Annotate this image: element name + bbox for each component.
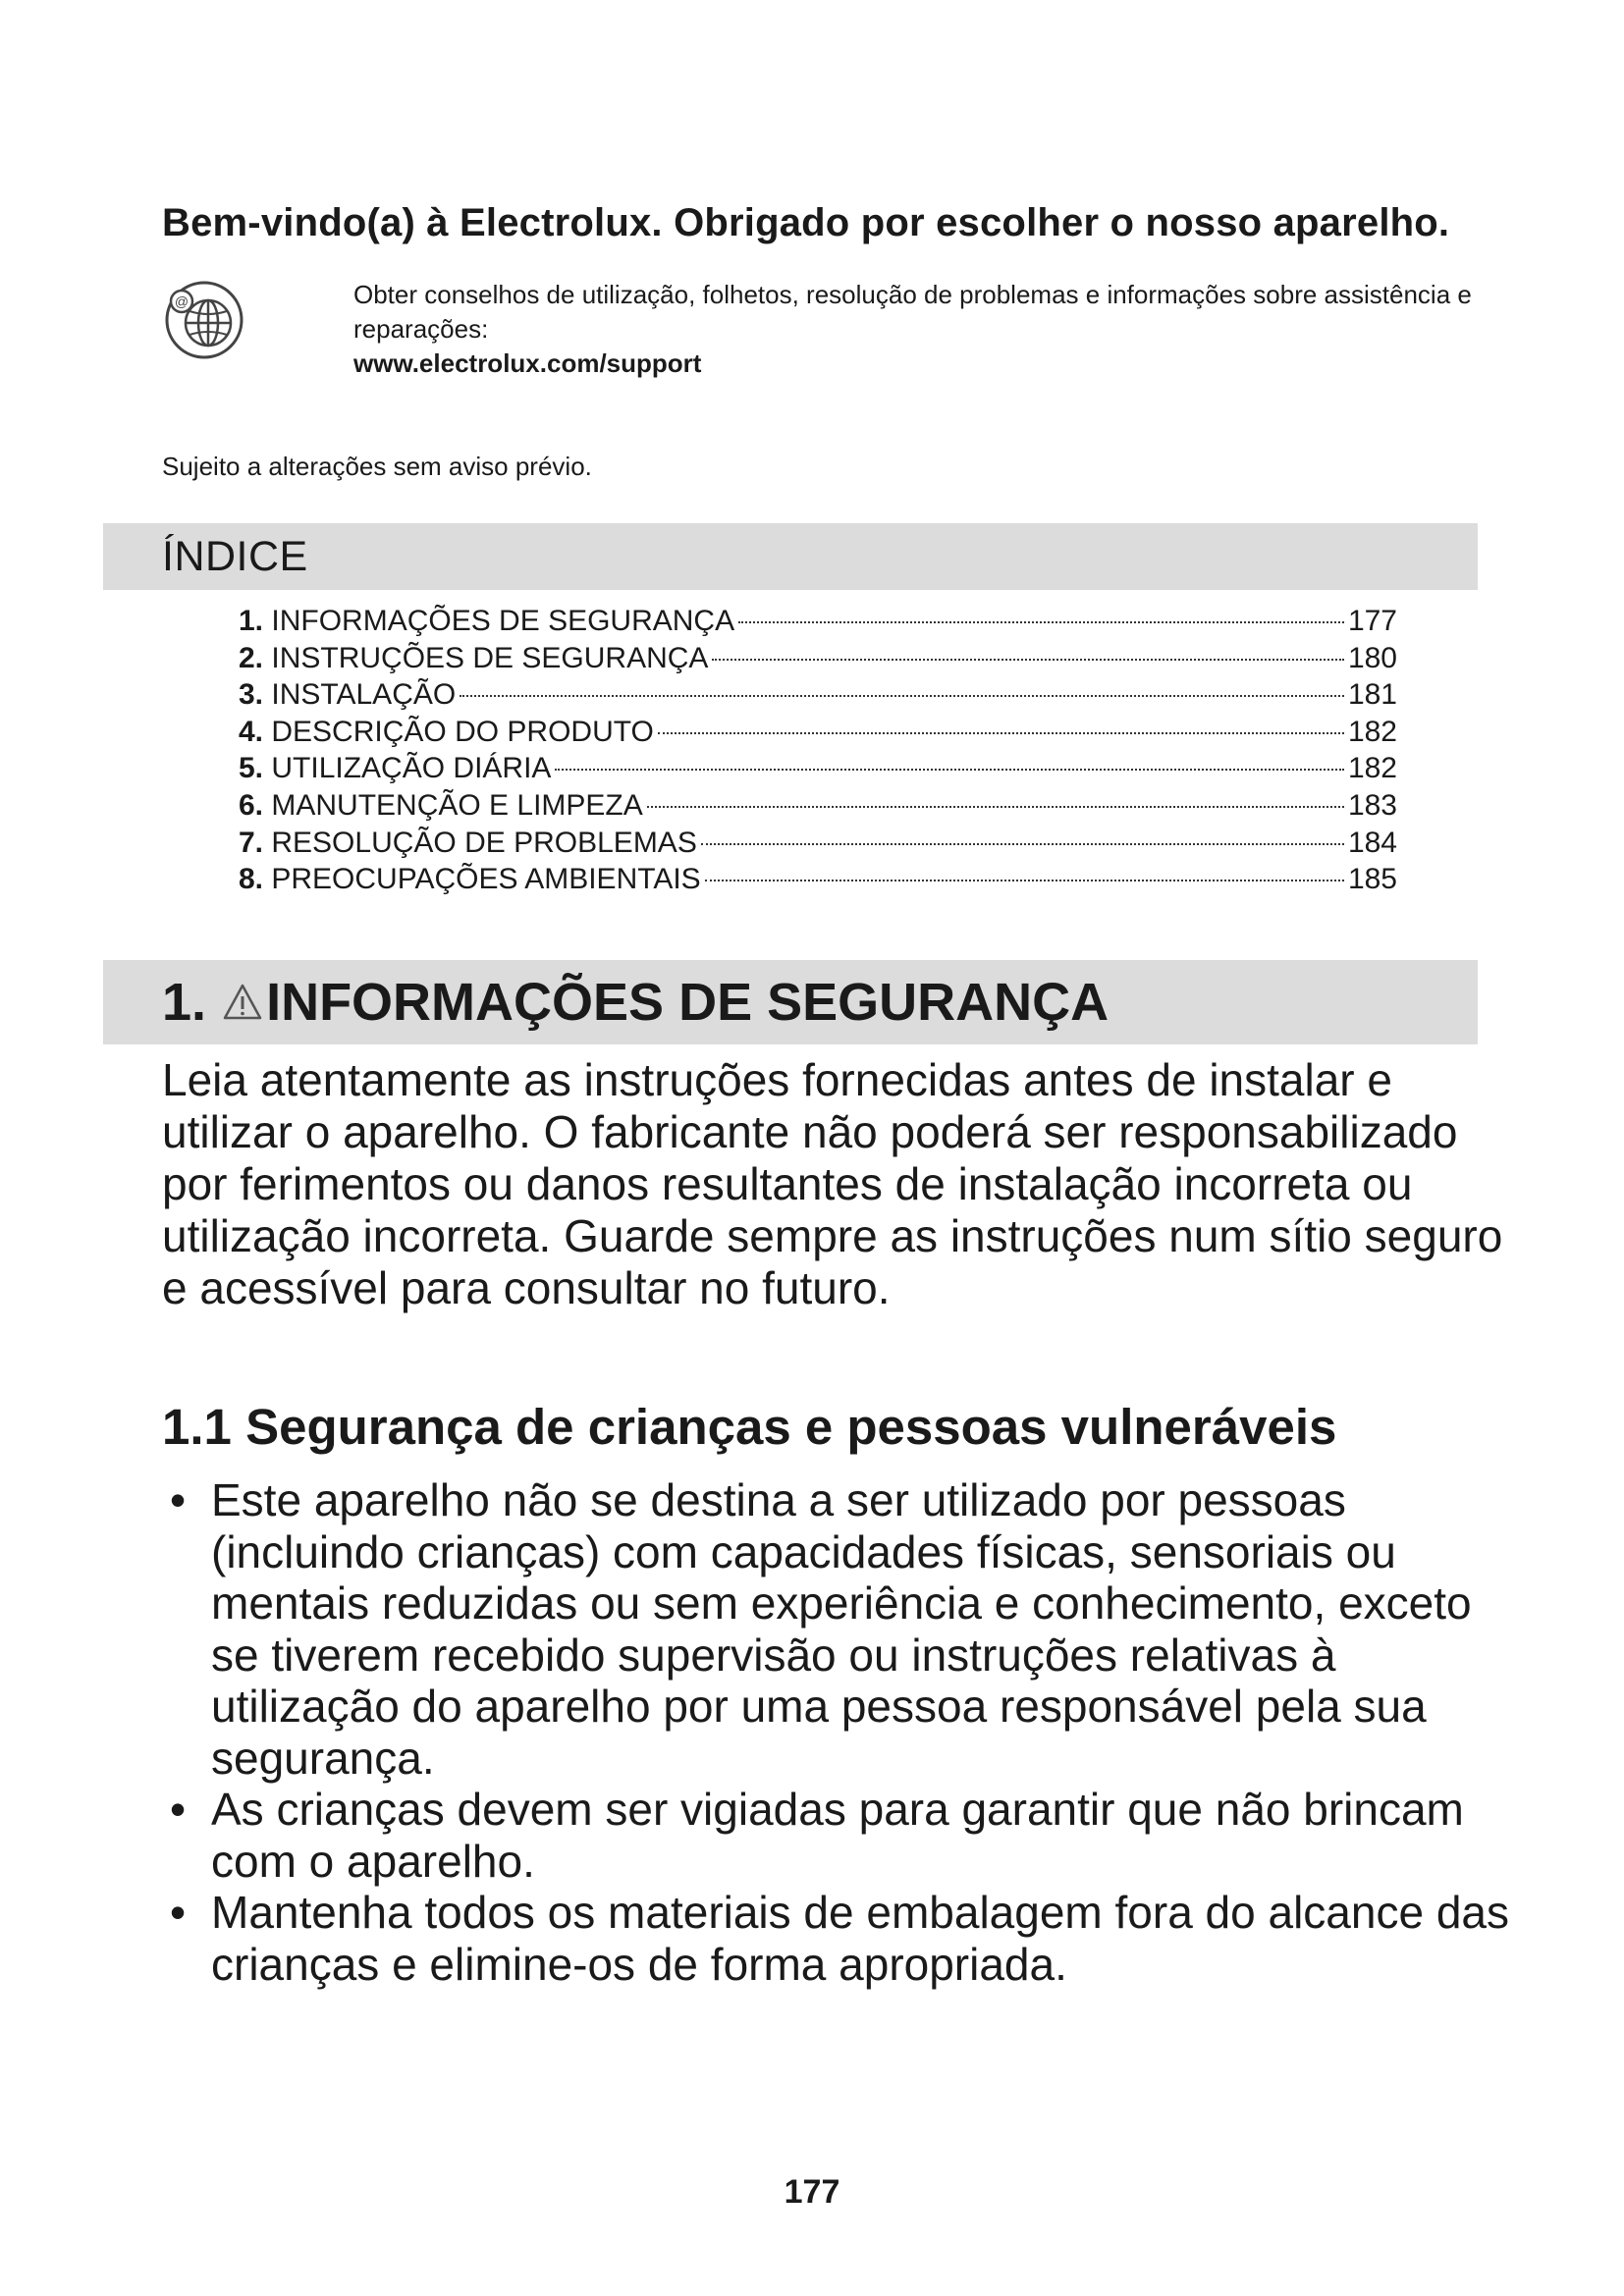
toc-item[interactable] (239, 678, 1397, 716)
toc-leader (705, 880, 1344, 881)
toc-page: 185 (1347, 863, 1397, 896)
toc-label: INSTALAÇÃO (271, 678, 457, 712)
warning-triangle-icon (221, 981, 264, 1024)
toc-number: 2. (239, 641, 264, 674)
section-heading: INFORMAÇÕES DE SEGURANÇA (266, 973, 1110, 1032)
toc-label: RESOLUÇÃO DE PROBLEMAS (271, 826, 697, 859)
list-item: • As crianças devem ser vigiadas para garantir que não brincam com o aparelho. (162, 1784, 1517, 1887)
toc-number: 5. (239, 752, 264, 785)
toc-item[interactable] (239, 863, 1397, 900)
svg-text:@: @ (174, 294, 189, 309)
support-info (353, 278, 1473, 381)
toc-leader (658, 732, 1344, 734)
page-number: 177 (784, 2173, 840, 2211)
toc-label: PREOCUPAÇÕES AMBIENTAIS (271, 863, 701, 896)
toc-number: 1. (239, 605, 264, 637)
toc-number: 3. (239, 678, 264, 712)
toc-number: 7. (239, 826, 264, 859)
safety-bullet-list (162, 1474, 1517, 1990)
subsection-heading: 1.1 Segurança de crianças e pessoas vulneráveis (162, 1399, 1337, 1455)
toc-item[interactable] (239, 642, 1397, 679)
toc-leader (647, 806, 1344, 808)
toc-page: 177 (1347, 605, 1397, 637)
globe-web-icon (162, 278, 246, 362)
toc-item[interactable] (239, 605, 1397, 642)
index-header-band (103, 523, 1478, 590)
toc-item[interactable] (239, 716, 1397, 753)
support-link[interactable]: www.electrolux.com/support (353, 348, 702, 378)
toc-page: 183 (1347, 788, 1397, 822)
toc-leader (460, 695, 1344, 697)
toc-label: INFORMAÇÕES DE SEGURANÇA (271, 605, 735, 637)
welcome-heading: Bem-vindo(a) à Electrolux. Obrigado por escolher o nosso aparelho. (162, 201, 1450, 244)
toc-item[interactable] (239, 752, 1397, 789)
toc-item[interactable] (239, 827, 1397, 864)
toc-number: 8. (239, 863, 264, 896)
intro-paragraph: Leia atentamente as instruções fornecidas antes de instalar e utilizar o aparelho. O fabricante não poderá ser responsabilizado por ferimentos ou danos resultantes de instalação incorreta ou utilização incorreta. Guarde sempre as instruções num sítio seguro e acessível para consultar no futuro. (162, 1054, 1503, 1313)
toc-page: 182 (1347, 715, 1397, 748)
index-title: ÍNDICE (162, 533, 308, 580)
list-item: • Mantenha todos os materiais de embalagem fora do alcance das crianças e elimine-os de forma apropriada. (162, 1887, 1517, 1990)
toc-page: 184 (1347, 826, 1397, 859)
section-title (162, 972, 1109, 1033)
toc-label: DESCRIÇÃO DO PRODUTO (271, 715, 654, 748)
toc-page: 182 (1347, 752, 1397, 785)
toc-leader (701, 843, 1344, 845)
support-text: Obter conselhos de utilização, folhetos, resolução de problemas e informações sobre assistência e reparações: (353, 280, 1472, 344)
toc-label: MANUTENÇÃO E LIMPEZA (271, 788, 643, 822)
change-notice: Sujeito a alterações sem aviso prévio. (162, 452, 592, 481)
toc-leader (555, 769, 1344, 771)
toc-label: UTILIZAÇÃO DIÁRIA (271, 752, 552, 785)
toc-page: 180 (1347, 641, 1397, 674)
toc-leader (738, 621, 1344, 623)
table-of-contents (239, 605, 1397, 900)
toc-page: 181 (1347, 678, 1397, 712)
toc-number: 4. (239, 715, 264, 748)
toc-item[interactable] (239, 789, 1397, 827)
list-item: • Este aparelho não se destina a ser utilizado por pessoas (incluindo crianças) com capacidades físicas, sensoriais ou mentais reduzidas ou sem experiência e conhecimento, exceto se tiverem recebido supervisão ou instruções relativas à utilização do aparelho por uma pessoa responsável pela sua segurança. (162, 1474, 1517, 1784)
section-number: 1. (162, 973, 207, 1032)
toc-number: 6. (239, 788, 264, 822)
safety-header-band (103, 960, 1478, 1044)
toc-label: INSTRUÇÕES DE SEGURANÇA (271, 641, 709, 674)
toc-leader (712, 659, 1343, 661)
